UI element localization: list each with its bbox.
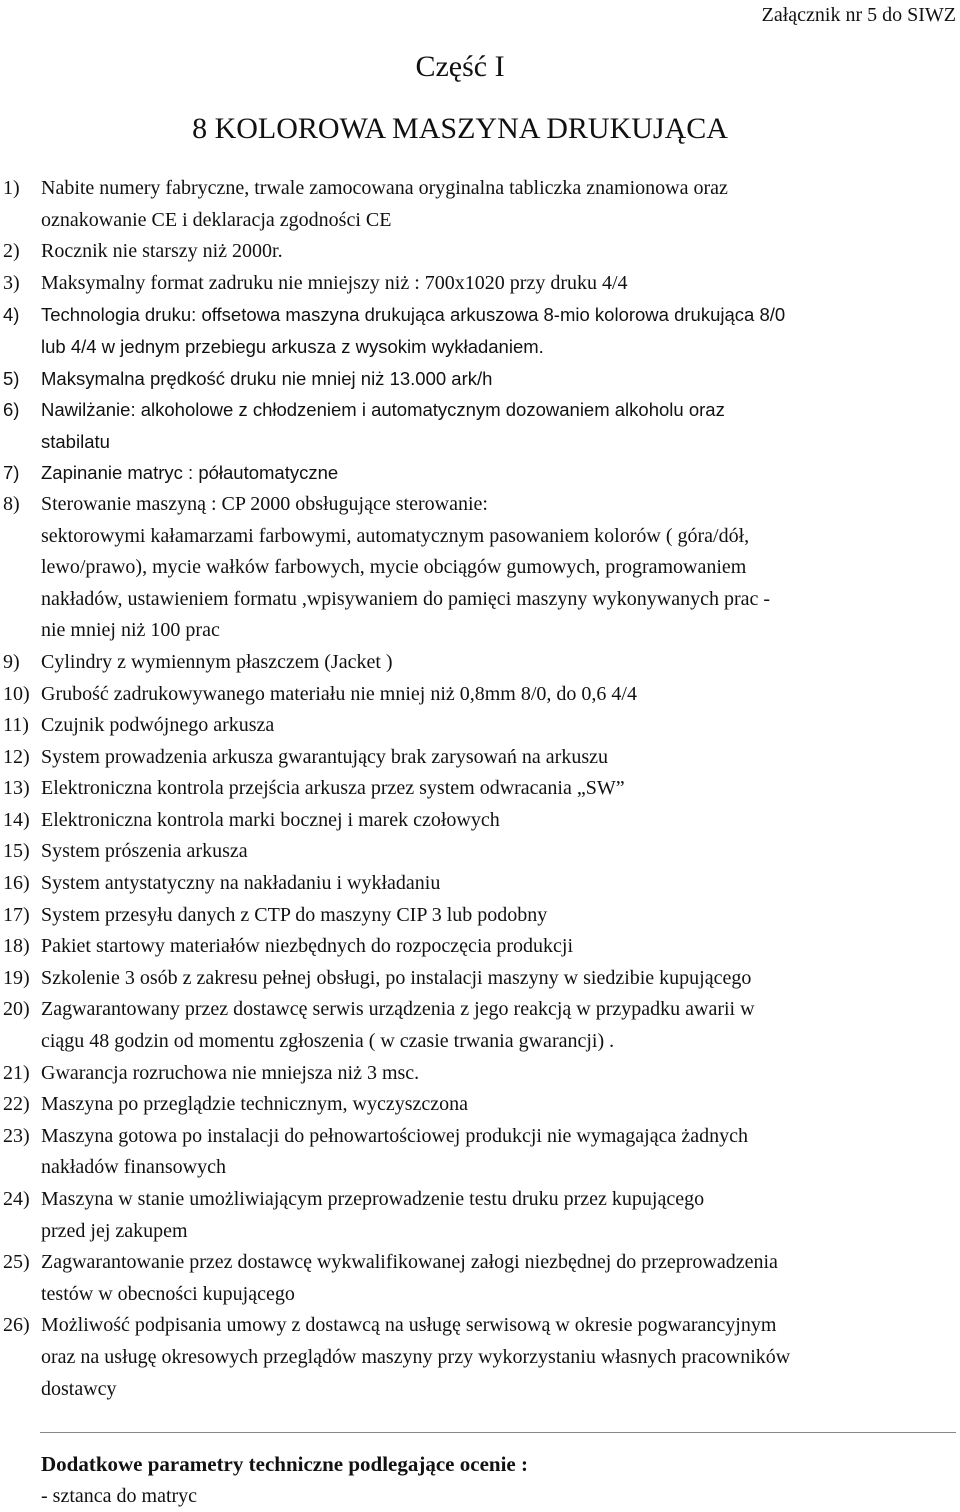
requirement-text: Czujnik podwójnego arkusza bbox=[41, 714, 275, 737]
requirement-item bbox=[3, 836, 958, 868]
requirement-text: Zagwarantowany przez dostawcę serwis urządzenia z jego reakcją w przypadku awarii w bbox=[41, 998, 755, 1021]
requirement-item bbox=[3, 1089, 958, 1121]
requirement-number: 9) bbox=[3, 650, 20, 673]
requirement-number: 2) bbox=[3, 240, 20, 263]
requirement-item bbox=[3, 1310, 958, 1405]
requirement-text: Nabite numery fabryczne, trwale zamocowana oryginalna tabliczka znamionowa oraz bbox=[41, 177, 728, 199]
requirement-number: 18) bbox=[3, 935, 30, 958]
requirement-number: 17) bbox=[3, 903, 30, 926]
requirement-number: 5) bbox=[3, 367, 20, 389]
requirement-item bbox=[3, 679, 958, 711]
requirement-item bbox=[3, 900, 958, 932]
requirement-text: testów w obecności kupującego bbox=[41, 1282, 295, 1305]
requirement-number: 20) bbox=[3, 998, 30, 1021]
requirement-text: lewo/prawo), mycie wałków farbowych, mycie obciągów gumowych, programowaniem bbox=[41, 556, 747, 579]
requirement-item bbox=[3, 963, 958, 995]
requirement-item bbox=[3, 773, 958, 805]
requirement-text: System prószenia arkusza bbox=[41, 840, 248, 863]
requirement-text: nie mniej niż 100 prac bbox=[41, 619, 220, 642]
requirement-item bbox=[3, 268, 958, 300]
attachment-label: Załącznik nr 5 do SIWZ bbox=[761, 4, 956, 26]
requirement-item bbox=[3, 805, 958, 837]
requirement-item bbox=[3, 173, 958, 236]
part-heading: Część I bbox=[415, 50, 505, 83]
requirement-item bbox=[3, 931, 958, 963]
requirement-text: Elektroniczna kontrola marki bocznej i marek czołowych bbox=[41, 808, 500, 831]
requirement-text: Grubość zadrukowywanego materiału nie mniej niż 0,8mm 8/0, do 0,6 4/4 bbox=[41, 682, 637, 705]
requirement-text: przed jej zakupem bbox=[41, 1219, 188, 1242]
requirement-item bbox=[3, 457, 958, 489]
requirement-item bbox=[3, 489, 958, 647]
requirement-number: 4) bbox=[3, 304, 20, 326]
requirement-number: 12) bbox=[3, 745, 30, 768]
requirement-text: nakładów, ustawieniem formatu ,wpisywaniem do pamięci maszyny wykonywanych prac - bbox=[41, 587, 771, 610]
requirement-number: 7) bbox=[3, 462, 20, 484]
requirement-text: Maszyna gotowa po instalacji do pełnowartościowej produkcji nie wymagająca żadnych bbox=[41, 1124, 748, 1147]
requirement-text: oznakowanie CE i deklaracja zgodności CE bbox=[41, 208, 392, 231]
requirement-number: 3) bbox=[3, 271, 20, 294]
requirement-text: Pakiet startowy materiałów niezbędnych do rozpoczęcia produkcji bbox=[41, 935, 574, 958]
requirement-item bbox=[3, 1184, 958, 1247]
requirement-number: 6) bbox=[3, 399, 20, 421]
requirement-text: sektorowymi kałamarzami farbowymi, automatycznym pasowaniem kolorów ( góra/dół, bbox=[41, 524, 750, 547]
requirement-text: stabilatu bbox=[41, 430, 110, 452]
requirement-text: Maszyna po przeglądzie technicznym, wyczyszczona bbox=[41, 1093, 469, 1116]
requirement-number: 10) bbox=[3, 682, 30, 705]
requirement-text: dostawcy bbox=[41, 1377, 117, 1400]
requirement-item bbox=[3, 236, 958, 268]
requirement-number: 25) bbox=[3, 1251, 30, 1274]
requirement-number: 15) bbox=[3, 840, 30, 863]
extra-parameters-heading: Dodatkowe parametry techniczne podlegające ocenie : bbox=[41, 1452, 528, 1476]
requirement-text: Maszyna w stanie umożliwiającym przeprowadzenie testu druku przez kupującego bbox=[41, 1188, 705, 1210]
requirement-text: Możliwość podpisania umowy z dostawcą na usługę serwisową w okresie pogwarancyjnym bbox=[41, 1314, 777, 1337]
requirement-text: Rocznik nie starszy niż 2000r. bbox=[41, 240, 283, 263]
requirement-text: Cylindry z wymiennym płaszczem (Jacket ) bbox=[41, 650, 393, 673]
requirement-number: 13) bbox=[3, 777, 30, 800]
requirement-item bbox=[3, 299, 958, 362]
requirement-number: 11) bbox=[3, 714, 29, 737]
requirement-number: 22) bbox=[3, 1093, 30, 1116]
requirement-item bbox=[3, 647, 958, 679]
requirement-number: 19) bbox=[3, 966, 30, 989]
requirement-text: oraz na usługę okresowych przeglądów maszyny przy wykorzystaniu własnych pracowników bbox=[41, 1345, 791, 1368]
requirement-item bbox=[3, 394, 958, 457]
requirement-number: 14) bbox=[3, 808, 30, 831]
requirement-text: System przesyłu danych z CTP do maszyny CIP 3 lub podobny bbox=[41, 903, 548, 926]
requirement-number: 24) bbox=[3, 1188, 30, 1210]
requirement-item bbox=[3, 710, 958, 742]
requirement-item bbox=[3, 994, 958, 1057]
document-title: 8 KOLOROWA MASZYNA DRUKUJĄCA bbox=[192, 112, 728, 145]
requirement-item bbox=[3, 1121, 958, 1184]
requirement-text: Maksymalna prędkość druku nie mniej niż 13.000 ark/h bbox=[41, 367, 493, 389]
requirement-text: System prowadzenia arkusza gwarantujący brak zarysowań na arkuszu bbox=[41, 745, 608, 768]
requirement-text: Maksymalny format zadruku nie mniejszy niż : 700x1020 przy druku 4/4 bbox=[41, 271, 628, 294]
requirement-number: 8) bbox=[3, 492, 20, 515]
section-divider bbox=[40, 1432, 956, 1433]
requirement-text: nakładów finansowych bbox=[41, 1156, 226, 1179]
requirement-text: Zapinanie matryc : półautomatyczne bbox=[41, 462, 339, 484]
requirement-number: 1) bbox=[3, 177, 20, 199]
requirement-text: ciągu 48 godzin od momentu zgłoszenia ( w czasie trwania gwarancji) . bbox=[41, 1030, 615, 1053]
requirement-text: Sterowanie maszyną : CP 2000 obsługujące sterowanie: bbox=[41, 492, 488, 515]
extra-parameter-item: - sztanca do matryc bbox=[41, 1485, 198, 1507]
requirement-number: 23) bbox=[3, 1124, 30, 1147]
requirement-item bbox=[3, 868, 958, 900]
requirement-text: Nawilżanie: alkoholowe z chłodzeniem i automatycznym dozowaniem alkoholu oraz bbox=[41, 399, 725, 421]
requirement-number: 21) bbox=[3, 1061, 30, 1084]
requirement-text: Zagwarantowanie przez dostawcę wykwalifikowanej załogi niezbędnej do przeprowadzenia bbox=[41, 1251, 778, 1274]
requirement-item bbox=[3, 1058, 958, 1090]
requirement-text: Technologia druku: offsetowa maszyna drukująca arkuszowa 8-mio kolorowa drukująca 8/0 bbox=[41, 304, 786, 326]
requirement-text: Szkolenie 3 osób z zakresu pełnej obsługi, po instalacji maszyny w siedzibie kupującego bbox=[41, 966, 752, 989]
requirement-item bbox=[3, 1247, 958, 1310]
requirement-text: lub 4/4 w jednym przebiegu arkusza z wysokim wykładaniem. bbox=[41, 335, 544, 357]
requirement-text: System antystatyczny na nakładaniu i wykładaniu bbox=[41, 872, 441, 895]
requirement-text: Gwarancja rozruchowa nie mniejsza niż 3 msc. bbox=[41, 1061, 420, 1084]
requirement-item bbox=[3, 363, 958, 395]
requirement-number: 16) bbox=[3, 872, 30, 895]
requirement-number: 26) bbox=[3, 1314, 30, 1337]
requirement-item bbox=[3, 742, 958, 774]
requirements-list bbox=[3, 173, 958, 1405]
requirement-text: Elektroniczna kontrola przejścia arkusza przez system odwracania „SW” bbox=[41, 777, 625, 800]
